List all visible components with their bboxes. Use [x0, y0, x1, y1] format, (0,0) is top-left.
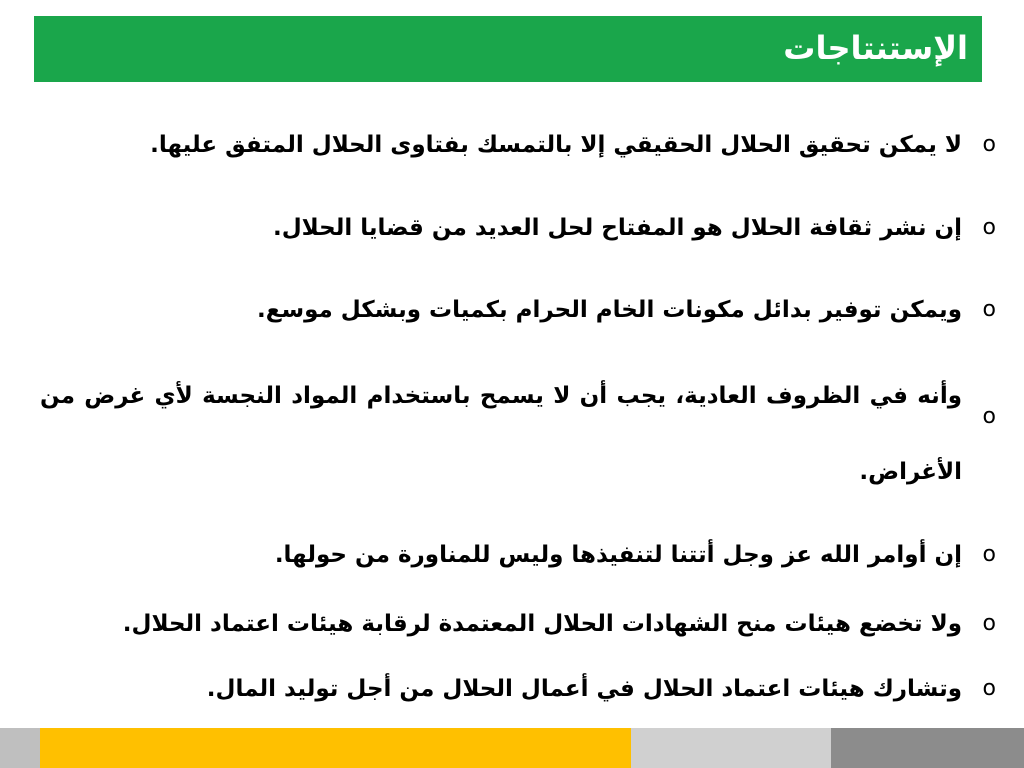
bullet-text: وأنه في الظروف العادية، يجب أن لا يسمح باستخدام المواد النجسة لأي غرض من الأغراض.	[40, 383, 962, 485]
slide-title: الإستنتاجات	[783, 29, 968, 67]
bullet-item	[40, 538, 996, 572]
bullet-text: إن أوامر الله عز وجل أتتنا لتنفيذها وليس للمناورة من حولها.	[274, 542, 962, 568]
bullet-item	[40, 128, 996, 162]
footer-dark-segment	[831, 728, 1024, 768]
bullet-item	[40, 211, 996, 245]
bullet-marker-icon: o	[982, 676, 996, 701]
bullet-text: ولا تخضع هيئات منح الشهادات الحلال المعتمدة لرقابة هيئات اعتماد الحلال.	[122, 611, 962, 637]
bullet-text: لا يمكن تحقيق الحلال الحقيقي إلا بالتمسك بفتاوى الحلال المتفق عليها.	[150, 132, 962, 158]
bullet-marker-icon: o	[982, 542, 996, 567]
bullet-text: إن نشر ثقافة الحلال هو المفتاح لحل العديد من قضايا الحلال.	[272, 215, 962, 241]
bullet-text: ويمكن توفير بدائل مكونات الخام الحرام بكميات وبشكل موسع.	[257, 297, 962, 323]
bullet-marker-icon: o	[982, 404, 996, 429]
footer-yellow-segment	[40, 728, 631, 768]
bullet-item	[40, 672, 996, 706]
bullet-marker-icon: o	[982, 297, 996, 322]
bullet-item	[40, 293, 996, 327]
bullet-item	[40, 607, 996, 641]
bullet-item	[40, 358, 996, 510]
bullet-list	[40, 0, 996, 720]
bullet-marker-icon: o	[982, 215, 996, 240]
bullet-marker-icon: o	[982, 611, 996, 636]
bullet-text: وتشارك هيئات اعتماد الحلال في أعمال الحلال من أجل توليد المال.	[206, 676, 962, 702]
footer-light-segment	[631, 728, 831, 768]
footer-gray-segment	[0, 728, 40, 768]
bullet-marker-icon: o	[982, 132, 996, 157]
